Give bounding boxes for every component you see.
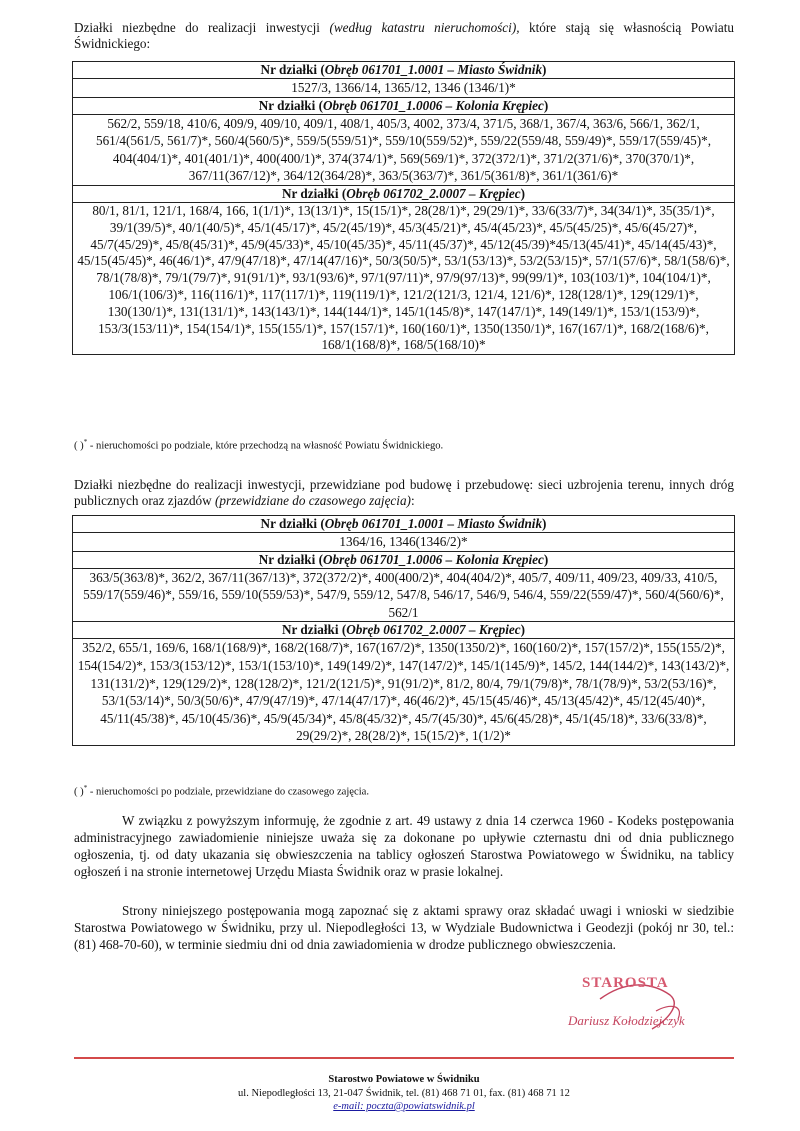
parcel-list: 352/2, 655/1, 169/6, 168/1(168/9)*, 168/2(168/7)*, 167(167/2)*, 1350(1350/2)*, 160(160/2)*, 157(157/2)*, 155(155/2)*, 154(154/2)*, 153/3(153/12)*, 153/1(153/10)*, 149(149/2)*, 147(147/2)*, 145/1(145/9)*, 145/2, 144(144/2)*, 143(143/2)*, 131(131/2)*, 129(129/2)*, 128(128/2)*, 121/2(121/5)*, 91(91/2)*, 81/2, 80/4, 79/1(79/8)*, 78/1(78/9)*, 53/2(53/16)*, 53/1(53/14)*, 50/3(50/6)*, 47/9(47/19)*, 47/14(47/17)*, 46(46/2)*, 45/15(45/46)*, 45/13(45/42)*, 45/12(45/40)*, 45/11(45/38)*, 45/10(45/36)*, 45/9(45/34)*, 45/8(45/32)*, 45/7(45/30)*, 45/6(45/28)*, 45/1(45/18)*, 33/6(33/8)*, 29(29/2)*, 28(28/2)*, 15(15/2)*, 1(1/2)* [73,639,735,746]
header-label: Nr działki ( [282,622,347,638]
obreb-header [73,516,735,533]
obreb-name: Obręb 061701_1.0001 – Miasto Świdnik [324,516,543,531]
obreb-name: Obręb 061701_1.0006 – Kolonia Krępiec [322,97,544,113]
footnote-text: - nieruchomości po podziale, które przechodzą na własność Powiatu Świdnickiego. [87,440,444,452]
header-label: Nr działki ( [260,62,325,77]
obreb-name: Obręb 061701_1.0001 – Miasto Świdnik [324,62,543,77]
table-row [73,622,735,639]
table-row [73,114,735,185]
header-close: ) [520,185,525,201]
table-row [73,639,735,746]
table-row [73,62,735,79]
obreb-header [73,62,735,79]
header-label: Nr działki ( [282,185,347,201]
table-row [73,185,735,202]
section1-intro [74,20,734,52]
section1-intro-prefix: Działki niezbędne do realizacji inwestycji [74,20,330,35]
official-stamp [560,975,720,1035]
section1-footnote [74,436,443,453]
footnote-star: * [83,438,88,446]
footer-divider [74,1057,734,1059]
header-close: ) [542,62,547,77]
parcel-list: 1364/16, 1346(1346/2)* [73,533,735,552]
obreb-name: Obręb 061702_2.0007 – Krępiec [346,622,521,638]
section2-intro-suffix: : [410,493,415,508]
header-close: ) [542,516,547,531]
parcels-table-ownership [72,61,735,355]
parcel-list: 80/1, 81/1, 121/1, 168/4, 166, 1(1/1)*, 13(13/1)*, 15(15/1)*, 28(28/1)*, 29(29/1)*, 33/6(33/7)*, 34(34/1)*, 35(35/1)*, 39/1(39/5)*, 40/1(40/5)*, 45/1(45/17)*, 45/2(45/19)*, 45/3(45/21)*, 45/4(45/23)*, 45/5(45/25)*, 45/6(45/27)*, 45/7(45/29)*, 45/8(45/31)*, 45/9(45/33)*, 45/10(45/35)*, 45/11(45/37)*, 45/12(45/39)*45/13(45/41)*, 45/14(45/43)*, 45/15(45/45)*, 46(46/1)*, 47/9(47/18)*, 47/14(47/16)*, 50/3(50/5)*, 53/1(53/13)*, 53/2(53/15)*, 57/1(57/6)*, 58/1(58/6)*, 78/1(78/8)*, 79/1(79/7)*, 91(91/1)*, 93/1(93/6)*, 97/1(97/11)*, 97/9(97/13)*, 99(99/1)*, 103(103/1)*, 104(104/1)*, 106/1(106/3)*, 116(116/1)*, 117(117/1)*, 119(119/1)*, 121/2(121/3, 121/4, 121/6)*, 128(128/1)*, 129(129/1)*, 130(130/1)*, 131(131/1)*, 143(143/1)*, 144(144/1)*, 145/1(145/8)*, 147(147/1)*, 149(149/1)*, 153/1(153/9)*, 153/3(153/11)*, 154(154/1)*, 155(155/1)*, 157(157/1)*, 160(160/1)*, 1350(1350/1)*, 167(167/1)*, 168/2(168/6)*, 168/1(168/8)*, 168/5(168/10)* [73,202,735,354]
parcel-list: 1527/3, 1366/14, 1365/12, 1346 (1346/1)* [73,79,735,98]
footer-email-link[interactable]: e-mail: poczta@powiatswidnik.pl [333,1101,475,1112]
stamp-name: Dariusz Kołodziejczyk [568,1013,685,1028]
table-row [73,568,735,622]
notice-paragraph: Strony niniejszego postępowania mogą zapoznać się z aktami sprawy oraz składać uwagi i wnioski w siedzibie Starostwa Powiatowego w Świdniku, przy ul. Niepodległości 13, w Wydziale Budownictwa i Geodezji (pokój nr 30, tel.: (81) 468-70-60), w terminie siedmiu dni od dnia zawiadomienia w drodze publicznego obwieszczenia. [74,903,734,952]
footnote-star: * [83,784,88,792]
header-close: ) [543,551,549,567]
table-row [73,79,735,98]
footnote-mark: ( ) [74,440,84,452]
header-close: ) [520,622,525,638]
footer-org: Starostwo Powiatowe w Świdniku [328,1074,480,1085]
footer-address: ul. Niepodległości 13, 21-047 Świdnik, tel. (81) 468 71 01, fax. (81) 468 71 12 [238,1087,570,1099]
table-row [73,516,735,533]
header-label: Nr działki ( [260,516,325,531]
section2-intro-italic: (przewidziane do czasowego zajęcia) [214,493,411,508]
section2-footnote [74,782,369,799]
section2-intro-prefix: Działki niezbędne do realizacji inwestycji, przewidziane pod budowę i przebudowę: sieci uzbrojenia terenu, innych dróg publicznych oraz zjazdów [74,477,734,508]
parcels-table-temporary [72,515,735,746]
header-label: Nr działki ( [258,97,323,113]
obreb-header [73,551,735,568]
section2-intro [74,477,734,509]
table-row [73,97,735,114]
obreb-name: Obręb 061702_2.0007 – Krępiec [346,185,521,201]
section1-intro-italic: (według katastru nieruchomości), [329,20,520,35]
header-label: Nr działki ( [258,551,323,567]
obreb-header [73,622,735,639]
header-close: ) [543,97,549,113]
obreb-header [73,97,735,114]
footnote-text: - nieruchomości po podziale, przewidziane do czasowego zajęcia. [87,786,370,798]
footer [74,1073,734,1114]
parcel-list: 562/2, 559/18, 410/6, 409/9, 409/10, 409/1, 408/1, 405/3, 4002, 373/4, 371/5, 368/1, 367/4, 363/6, 566/1, 362/1, 561/4(561/5, 561/7)*, 560/4(560/5)*, 559/5(559/51)*, 559/10(559/52)*, 559/22(559/48, 559/49)*, 559/17(559/45)*, 404(404/1)*, 401(401/1)*, 400(400/1)*, 374(374/1)*, 569(569/1)*, 372(372/1)*, 371/2(371/6)*, 370(370/1)*, 367/11(367/12)*, 364/12(364/28)*, 363/5(363/7)*, 361/5(361/8)*, 361/1(361/6)* [73,114,735,185]
table-row [73,202,735,354]
stamp-title: STAROSTA [582,975,669,991]
obreb-header [73,185,735,202]
table-row [73,533,735,552]
parcel-list: 363/5(363/8)*, 362/2, 367/11(367/13)*, 372(372/2)*, 400(400/2)*, 404(404/2)*, 405/7, 409/11, 409/23, 409/33, 410/5, 559/17(559/46)*, 559/16, 559/10(559/53)*, 547/9, 559/12, 547/8, 546/17, 546/9, 546/4, 559/22(559/47)*, 560/4(560/6)*, 562/1 [73,568,735,622]
footnote-mark: ( ) [74,786,84,798]
section1-intro-suffix: które stają się własnością Powiatu Świdnickiego: [74,20,734,51]
obreb-name: Obręb 061701_1.0006 – Kolonia Krępiec [322,551,544,567]
notice-paragraph: W związku z powyższym informuję, że zgodnie z art. 49 ustawy z dnia 14 czerwca 1960 - Kodeks postępowania administracyjnego zawiadomienie niniejsze uważa się za dokonane po upływie czternastu dni od dnia publicznego ogłoszenia, tj. od daty ukazania się obwieszczenia na tablicy ogłoszeń Starostwa Powiatowego w Świdniku, na tablicy ogłoszeń i na stronie internetowej Urzędu Miasta Świdnik oraz w prasie lokalnej. [74,813,734,879]
table-row [73,551,735,568]
